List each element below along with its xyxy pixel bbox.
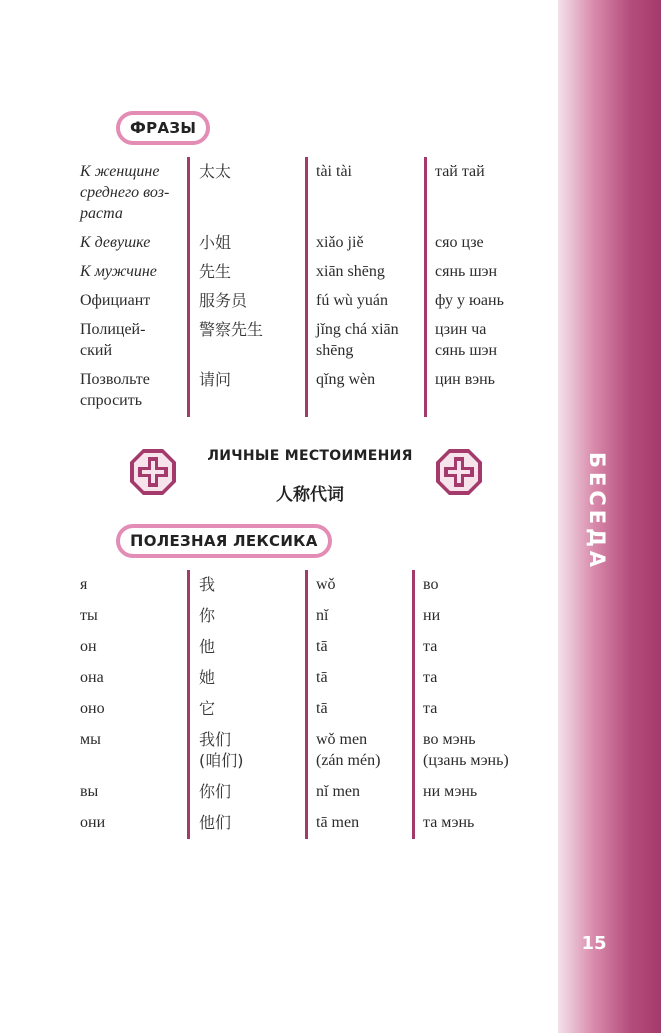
cell-read: сяо цзе xyxy=(435,234,484,251)
cell-pinyin: fú wù yuán xyxy=(316,292,388,309)
column-divider xyxy=(305,157,308,417)
vocabulary-heading: ПОЛЕЗНАЯ ЛЕКСИКА xyxy=(116,524,332,558)
side-bar xyxy=(558,0,661,1033)
cell-ru: Позвольте спросить xyxy=(80,371,150,409)
cell-pinyin: wǒ men (zán mén) xyxy=(316,731,381,769)
cell-read: тай тай xyxy=(435,163,485,180)
cell-ru: вы xyxy=(80,783,99,800)
cell-ru: К мужчине xyxy=(80,263,157,280)
cell-zh: 他 xyxy=(199,637,216,656)
cell-zh: 请问 xyxy=(199,370,232,389)
cell-pinyin: nǐ xyxy=(316,607,329,624)
cell-ru: ты xyxy=(80,607,98,624)
cell-pinyin: jǐng chá xiān shēng xyxy=(316,321,399,359)
cell-pinyin: qǐng wèn xyxy=(316,371,376,388)
column-divider xyxy=(412,570,415,839)
cell-pinyin: tā xyxy=(316,700,328,717)
cell-zh: 我们 (咱们) xyxy=(199,730,244,770)
cell-pinyin: nǐ men xyxy=(316,783,360,800)
cell-pinyin: tā men xyxy=(316,814,360,831)
cell-zh: 我 xyxy=(199,575,216,594)
column-divider xyxy=(187,157,190,417)
cell-ru: К женщине среднего воз- раста xyxy=(80,163,170,222)
cell-zh: 太太 xyxy=(199,162,232,181)
cell-ru: Официант xyxy=(80,292,151,309)
cell-ru: оно xyxy=(80,700,105,717)
cell-read: цзин ча сянь шэн xyxy=(435,321,498,359)
cell-ru: они xyxy=(80,814,106,831)
cell-pinyin: tài tài xyxy=(316,163,352,180)
cell-zh: 你 xyxy=(199,606,216,625)
cell-read: цин вэнь xyxy=(435,371,495,388)
cell-pinyin: xiān shēng xyxy=(316,263,385,280)
column-divider xyxy=(305,570,308,839)
cell-zh: 它 xyxy=(199,699,216,718)
cell-ru: К девушке xyxy=(80,234,151,251)
cell-read: ни мэнь xyxy=(423,783,478,800)
right-ornament-icon xyxy=(435,448,483,496)
cell-read: фу у юань xyxy=(435,292,504,309)
cell-zh: 他们 xyxy=(199,813,232,832)
cell-read: сянь шэн xyxy=(435,263,498,280)
cell-ru: Полицей- ский xyxy=(80,321,146,359)
section-title-vertical: БЕСЕДА xyxy=(585,452,609,572)
cell-ru: мы xyxy=(80,731,101,748)
pronouns-subtitle: 人称代词 xyxy=(276,485,344,505)
cell-pinyin: wǒ xyxy=(316,576,336,593)
cell-pinyin: tā xyxy=(316,638,328,655)
left-ornament-icon xyxy=(129,448,177,496)
cell-zh: 你们 xyxy=(199,782,232,801)
cell-read: та xyxy=(423,638,438,655)
cell-read: та мэнь xyxy=(423,814,475,831)
cell-pinyin: xiǎo jiě xyxy=(316,234,364,251)
cell-zh: 小姐 xyxy=(199,233,232,252)
cell-read: та xyxy=(423,700,438,717)
cell-zh: 警察先生 xyxy=(199,320,264,339)
cell-read: та xyxy=(423,669,438,686)
cell-read: во xyxy=(423,576,439,593)
phrases-heading: ФРАЗЫ xyxy=(116,111,210,145)
cell-pinyin: tā xyxy=(316,669,328,686)
cell-read: во мэнь (цзань мэнь) xyxy=(423,731,509,769)
cell-zh: 服务员 xyxy=(199,291,248,310)
column-divider xyxy=(424,157,427,417)
cell-ru: он xyxy=(80,638,97,655)
pronouns-title: ЛИЧНЫЕ МЕСТОИМЕНИЯ xyxy=(207,448,413,464)
column-divider xyxy=(187,570,190,839)
cell-ru: я xyxy=(80,576,88,593)
page-number: 15 xyxy=(581,933,607,954)
cell-zh: 先生 xyxy=(199,262,232,281)
cell-zh: 她 xyxy=(199,668,216,687)
cell-read: ни xyxy=(423,607,441,624)
cell-ru: она xyxy=(80,669,104,686)
